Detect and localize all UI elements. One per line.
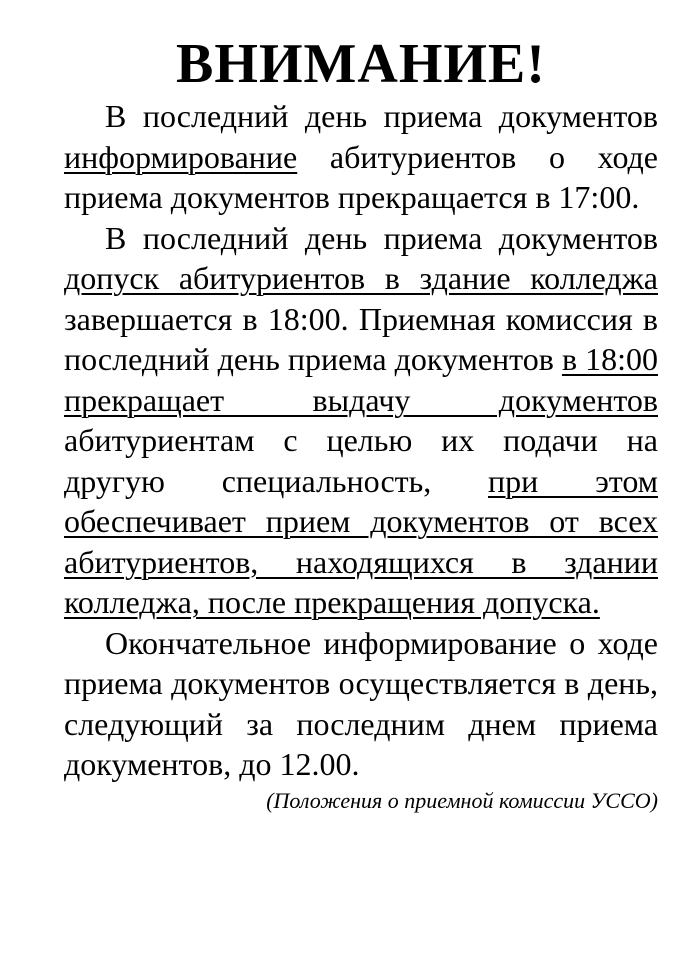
paragraph-text: абитуриентам с целью их подачи на другую специальность,	[64, 422, 658, 499]
source-citation: (Положения о приемной комиссии УССО)	[266, 787, 658, 813]
paragraph-text: завершается в 18:00. Приемная комиссия в последний день приема документов	[64, 300, 658, 377]
paragraph-final-information	[64, 623, 658, 785]
notice-page	[64, 32, 658, 815]
paragraph-text: абитуриентов о ходе приема документов прекращается в 17:00.	[64, 138, 658, 215]
paragraph-final-day-information	[64, 96, 658, 218]
underlined-text: при этом обеспечивает прием документов от всех абитуриентов, находящихся в здании колледжа, после прекращения допуска.	[64, 462, 658, 620]
paragraph-text: В последний день приема документов	[105, 219, 658, 256]
paragraph-final-day-admission	[64, 218, 658, 623]
underlined-text: допуск абитуриентов в здание колледжа	[64, 260, 658, 296]
notice-title: ВНИМАНИЕ!	[176, 33, 546, 95]
underlined-text: информирование	[64, 138, 298, 175]
paragraph-text: Окончательное информирование о ходе приема документов осуществляется в день, следующий за последним днем приема документов, до 12.00.	[64, 624, 658, 782]
underlined-text: в 18:00 прекращает выдачу документов	[64, 341, 659, 418]
paragraph-text: В последний день приема документов	[105, 98, 658, 134]
